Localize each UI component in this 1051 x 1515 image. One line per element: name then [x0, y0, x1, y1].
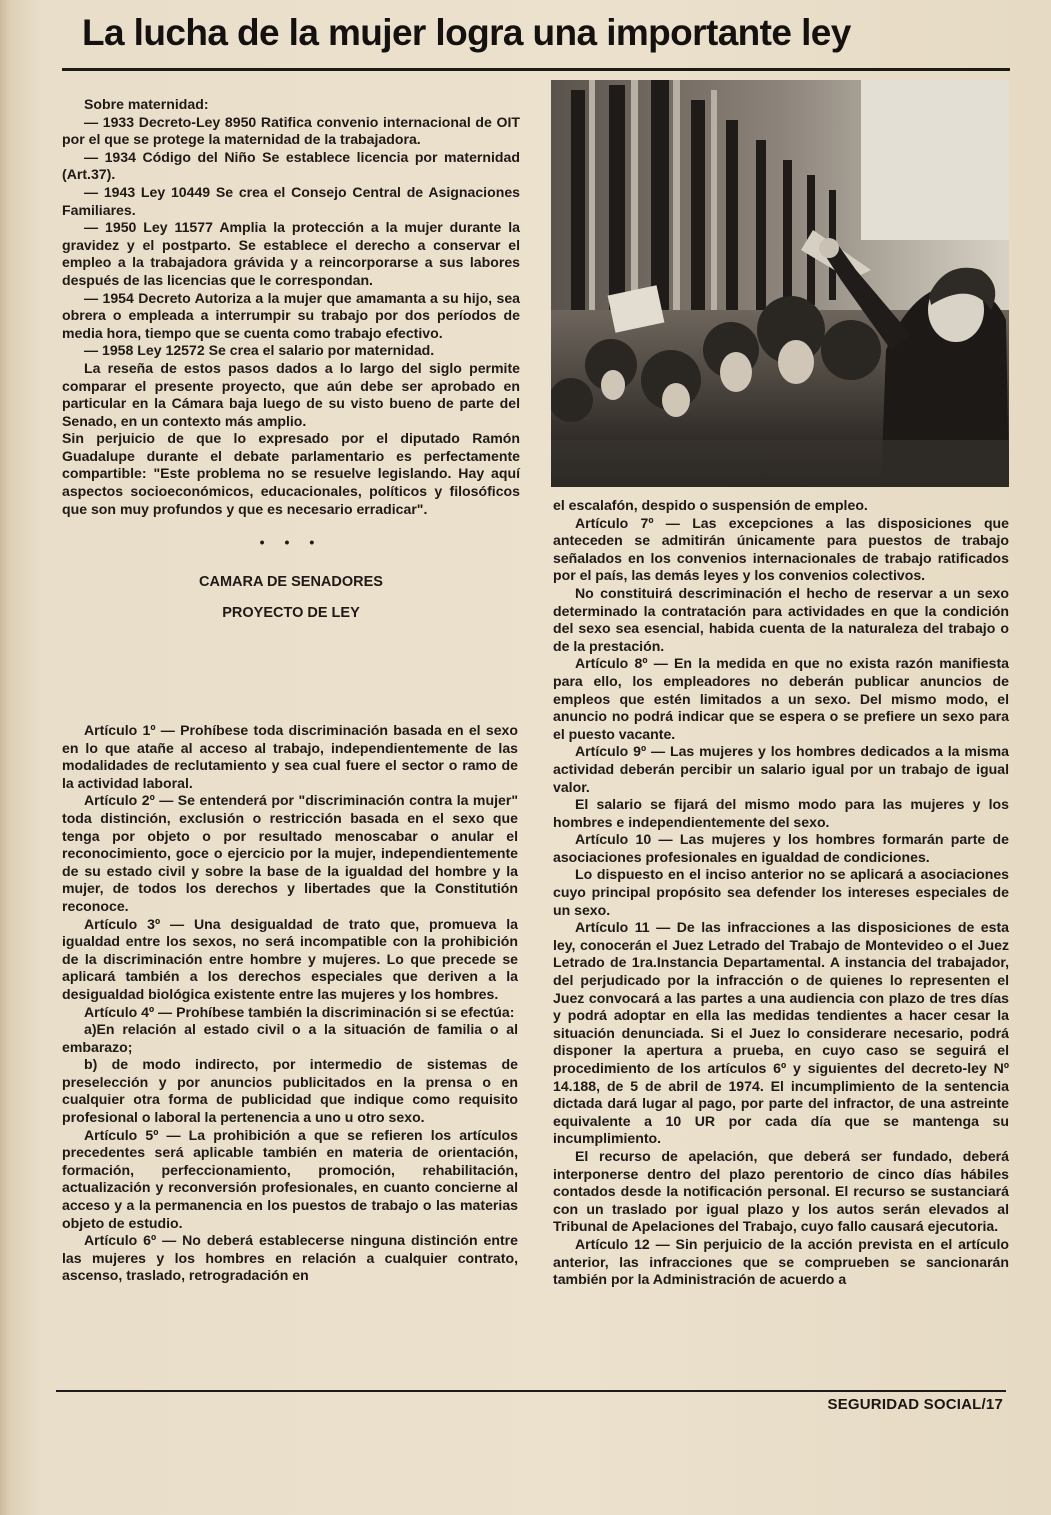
article-paragraph: Lo dispuesto en el inciso anterior no se aplicará a asociaciones cuyo principal propósito sea defender los intereses especiales de un sexo. [553, 866, 1009, 918]
page-headline: La lucha de la mujer logra una importante ley [82, 12, 851, 53]
bottom-rule [56, 1390, 1006, 1392]
protest-photo-image [551, 80, 1009, 487]
top-rule [62, 68, 1010, 71]
article-paragraph: Artículo 12 — Sin perjuicio de la acción prevista en el artículo anterior, las infracciones que se comprueben se sancionarán también por la Administración de acuerdo a [553, 1235, 1009, 1288]
articles-right-column [553, 497, 1009, 1289]
intro-item: — 1958 Ley 12572 Se crea el salario por maternidad. [84, 342, 435, 359]
intro-paragraph: La reseña de estos pasos dados a lo largo del siglo permite comparar el presente proyecto, que aún debe ser aprobado en particular en la Cámara baja luego de su visto bueno de parte del Senado, en un contexto más amplio. [62, 359, 520, 429]
section-separator: • • • [259, 534, 323, 551]
article-paragraph: el escalafón, despido o suspensión de empleo. [553, 497, 868, 513]
intro-item: — 1954 Decreto Autoriza a la mujer que amamanta a su hijo, sea obrera o empleada a interrumpir su trabajo por dos períodos de media hora, tiempo que se cuenta como trabajo efectivo. [62, 289, 520, 341]
article-paragraph: a)En relación al estado civil o a la situación de familia o al embarazo; [62, 1021, 518, 1055]
article-paragraph: Artículo 5º — La prohibición a que se refieren los artículos precedentes será aplicable también en materia de orientación, formación, perfeccionamiento, promoción, rehabilitación, actualización y reconversión profesionales, en cuanto concierne al acceso y a la permanencia en los puestos de trabajo o las materias objeto de estudio. [62, 1126, 518, 1231]
articles-left-column [62, 722, 518, 1285]
article-paragraph: Artículo 6º — No deberá establecerse ninguna distinción entre las mujeres y los hombres en relación a cualquier contrato, ascenso, traslado, retrogradación en [62, 1232, 518, 1284]
intro-lead: Sobre maternidad: [84, 96, 209, 112]
intro-item: — 1934 Código del Niño Se establece licencia por maternidad (Art.37). [62, 148, 520, 183]
article-paragraph: Artículo 4º — Prohíbese también la discriminación si se efectúa: [84, 1003, 515, 1020]
intro-paragraph: Sin perjuicio de que lo expresado por el diputado Ramón Guadalupe durante el debate parlamentario es perfectamente compartible: "Este problema no se resuelve legislando. Hay aquí aspectos socioeconómicos, educacionales, políticos y filosóficos que son muy profundos y que es necesario erradicar". [62, 430, 520, 517]
article-paragraph: Artículo 1º — Prohíbese toda discriminación basada en el sexo en lo que atañe al acceso al trabajo, independientemente de las modalidades de reclutamiento y sea cual fuere el sector o ramo de la actividad laboral. [62, 722, 518, 791]
article-paragraph: Artículo 10 — Las mujeres y los hombres formarán parte de asociaciones profesionales en igualdad de condiciones. [553, 831, 1009, 865]
article-paragraph: Artículo 8º — En la medida en que no exista razón manifiesta para ello, los empleadores no deberán publicar anuncios de empleos que estén limitados a un sexo. Del mismo modo, el anuncio no podrá indicar que se espera o se prefiere un sexo para el puesto vacante. [553, 655, 1009, 742]
article-paragraph: Artículo 2º — Se entenderá por "discriminación contra la mujer" toda distinción, exclusión o restricción basada en el sexo que tenga por objeto o por resultado menoscabar o anular el reconocimiento, goce o ejercicio por la mujer, independientemente de su estado civil y sobre la base de la igualdad del hombre y la mujer, de todos los derechos y libertades que la Constitutión reconoce. [62, 792, 518, 914]
article-paragraph: Artículo 7º — Las excepciones a las disposiciones que anteceden se admitirán únicamente para puestos de trabajo señalados en los convenios internacionales de trabajo ratificados por el país, las demás leyes y los convenios colectivos. [553, 514, 1009, 584]
article-paragraph: b) de modo indirecto, por intermedio de sistemas de preselección y por anuncios publicitados en la prensa o en cualquier otra forma de publicidad que indique como requisito profesional o laboral la pertenencia a uno u otro sexo. [62, 1056, 518, 1126]
intro-item: — 1933 Decreto-Ley 8950 Ratifica convenio internacional de OIT por el que se protege la maternidad de la trabajadora. [62, 113, 520, 148]
article-paragraph: El salario se fijará del mismo modo para las mujeres y los hombres e independientemente del sexo. [553, 796, 1009, 830]
article-paragraph: Artículo 3º — Una desigualdad de trato que, promueva la igualdad entre los sexos, no será incompatible con la prohibición de la discriminación entre hombre y mujeres. Lo que precede se aplicará también a los derechos especiales que deriven a la desigualdad biológica existente entre las mujeres y los hombres. [62, 915, 518, 1002]
article-paragraph: Artículo 11 — De las infracciones a las disposiciones de esta ley, conocerán el Juez Letrado del Trabajo de Montevideo o el Juez Letrado de 1ra.Instancia Departamental. A instancia del trabajador, del perjudicado por la infracción o de quienes lo representen el Juez convocará a las partes a una audiencia con plazo de tres días y podrá adoptar en ella las medidas tendientes a hacer cesar la situación denunciada. Si el Juez lo considerare necesario, podrá disponer la apertura a prueba, en cuyo caso se seguirá el procedimiento de los artículos 6º y siguientes del decreto-ley Nº 14.188, de 5 de abril de 1974. El incumplimiento de la sentencia dictada dará lugar al pago, por parte del infractor, de una astreinte equivalente a 10 UR por cada día que se mantenga su incumplimiento. [553, 919, 1009, 1147]
protest-photo [551, 80, 1009, 487]
intro-column [62, 96, 520, 643]
bill-heading: PROYECTO DE LEY [222, 605, 360, 622]
intro-item: — 1943 Ley 10449 Se crea el Consejo Central de Asignaciones Familiares. [62, 183, 520, 218]
article-paragraph: No constituirá descriminación el hecho de reservar a un sexo determinado la contratación para actividades en que la condición del sexo sea esencial, habida cuenta de la naturaleza del trabajo o de la prestación. [553, 584, 1009, 654]
page-footer: SEGURIDAD SOCIAL/17 [827, 1396, 1003, 1413]
article-paragraph: El recurso de apelación, que deberá ser fundado, deberá interponerse dentro del plazo perentorio de cinco días hábiles contados desde la notificación personal. El recurso se sustanciará con un traslado por igual plazo y los autos serán elevados al Tribunal de Apelaciones del Trabajo, cuyo fallo causará ejecutoria. [553, 1147, 1009, 1235]
article-paragraph: Artículo 9º — Las mujeres y los hombres dedicados a la misma actividad deberán percibir un salario igual por un trabajo de igual valor. [553, 743, 1009, 795]
intro-item: — 1950 Ley 11577 Amplia la protección a la mujer durante la gravidez y el postparto. Se establece el derecho a conservar el empleo a la trabajadora grávida y a reincorporarse a sus labores después de las licencias que le correspondan. [62, 219, 520, 288]
chamber-heading: CAMARA DE SENADORES [199, 573, 383, 590]
